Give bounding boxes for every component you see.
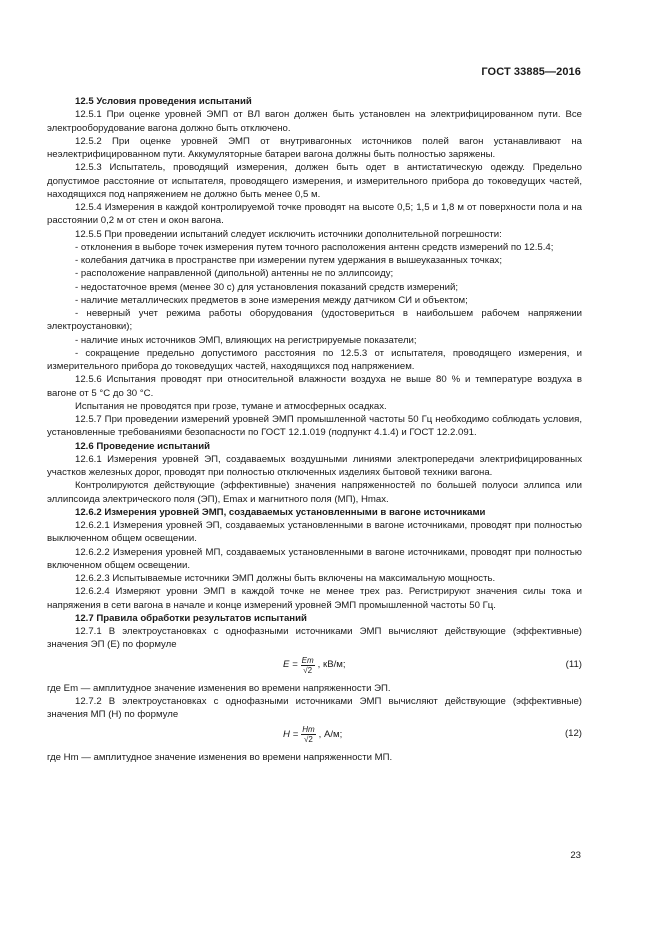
fraction — [301, 656, 315, 675]
fraction-denominator: √2 — [303, 665, 313, 675]
paragraph: 12.5.1 При оценке уровней ЭМП от ВЛ вагон должен быть установлен на электрифицированном пути. Все электрооборудование вагона должно быть отключено. — [47, 109, 582, 134]
paragraph: где Em — амплитудное значение изменения во времени напряженности ЭП. — [47, 682, 391, 694]
list-item: - расположение направленной (дипольной) антенны не по эллипсоиду; — [75, 268, 394, 280]
paragraph: Испытания не проводятся при грозе, тумане и атмосферных осадках. — [75, 400, 387, 412]
list-item: - наличие металлических предметов в зоне измерения между датчиком СИ и объектом; — [75, 294, 468, 306]
formula-lhs: E = — [283, 659, 298, 671]
fraction-numerator: Hm — [302, 725, 315, 735]
fraction-numerator: Em — [301, 655, 314, 665]
formula-11 — [47, 654, 582, 680]
equation-number: (11) — [565, 658, 582, 670]
paragraph: 12.5.7 При проведении измерений уровней ЭМП промышленной частоты 50 Гц необходимо соблюдать условия, установленные требованиями безопасности по ГОСТ 12.1.019 (подпункт 4.1.4) и ГОСТ 12.2.091. — [47, 414, 582, 439]
section-heading: 12.6 Проведение испытаний — [75, 440, 211, 452]
fraction-denominator: √2 — [304, 735, 313, 745]
paragraph: где Hm — амплитудное значение изменения во времени напряженности МП. — [47, 752, 393, 764]
standard-header: ГОСТ 33885—2016 — [481, 66, 581, 78]
list-item: - наличие иных источников ЭМП, влияющих на регистрируемые показатели; — [75, 334, 417, 346]
paragraphs-block-a — [47, 95, 582, 652]
paragraph: 12.7.1 В электроустановках с однофазными источниками ЭМП вычисляют действующие (эффективные) значения ЭП (E) по формуле — [47, 626, 582, 651]
paragraph: 12.5.4 Измерения в каждой контролируемой точке проводят на высоте 0,5; 1,5 и 1,8 м от поверхности пола и на расстоянии 0,2 м от стен и окон вагона. — [47, 202, 582, 227]
formula-unit: , А/м; — [318, 729, 343, 741]
list-item: - неверный учет режима работы оборудования (удостовериться в наибольшем рабочем напряжении электроустановки); — [47, 308, 582, 333]
page-number: 23 — [570, 850, 581, 861]
paragraph: 12.5.5 При проведении испытаний следует исключить источники дополнительной погрешности: — [75, 228, 502, 240]
section-heading: 12.5 Условия проведения испытаний — [75, 96, 252, 107]
fraction — [301, 725, 315, 744]
document-body — [47, 95, 582, 765]
section-heading: 12.6.2 Измерения уровней ЭМП, создаваемых установленными в вагоне источниками — [75, 506, 486, 518]
paragraph: 12.5.6 Испытания проводят при относительной влажности воздуха не выше 80 % и температуре воздуха в вагоне от 5 °С до 30 °С. — [47, 374, 582, 399]
paragraph: 12.5.3 Испытатель, проводящий измерения, должен быть одет в антистатическую одежду. Предельно допустимое расстояние от испытателя, проводящего измерения, и измерительного прибора до токоведущих частей, находящихся под напряжением не должно быть менее 0,5 м. — [47, 162, 582, 200]
formula-lhs: H = — [283, 729, 299, 741]
paragraph: 12.6.2.4 Измеряют уровни ЭМП в каждой точке не менее трех раз. Регистрируют значения силы тока и напряжения в сети вагона в начале и конце измерений уровней ЭМП промышленной частоты 50 Гц. — [47, 586, 582, 611]
list-item: - сокращение предельно допустимого расстояния по 12.5.3 от испытателя, проводящего измерения, и измерительного прибора до токоведущих частей, находящихся под напряжением. — [47, 347, 582, 372]
equation-number: (12) — [564, 728, 582, 740]
paragraphs-block-b — [47, 682, 582, 722]
paragraph: 12.5.2 При оценке уровней ЭМП от внутривагонных источников полей вагон устанавливают на неэлектрифицированном пути. Аккумуляторные батареи вагона должны быть полностью заряжены. — [47, 135, 582, 160]
list-item: - колебания датчика в пространстве при измерении путем удержания в вышеуказанных точках; — [75, 255, 503, 266]
paragraph: Контролируются действующие (эффективные) значения напряженностей по большей полуоси эллипса или эллипсоида электрического поля (ЭП), Emax и магнитного поля (МП), Hmax. — [47, 480, 582, 505]
formula-12 — [47, 723, 582, 749]
paragraphs-block-c — [47, 751, 582, 764]
section-heading: 12.7 Правила обработки результатов испытаний — [75, 612, 307, 624]
paragraph: 12.7.2 В электроустановках с однофазными источниками ЭМП вычисляют действующие (эффективные) значения МП (H) по формуле — [47, 695, 582, 720]
list-item: - недостаточное время (менее 30 с) для установления показаний средств измерений; — [75, 281, 459, 293]
paragraph: 12.6.1 Измерения уровней ЭП, создаваемых воздушными линиями электропередачи электрифицированных участков железных дорог, проводят при полностью отключенных изделиях бытовой техники вагона. — [47, 453, 582, 478]
list-item: - отклонения в выборе точек измерения путем точного расположения антенн средств измерений по 12.5.4; — [75, 241, 554, 253]
formula-unit: , кВ/м; — [317, 659, 346, 671]
paragraph: 12.6.2.1 Измерения уровней ЭП, создаваемых установленными в вагоне источниками, проводят при полностью выключенном общем освещении. — [47, 520, 582, 545]
paragraph: 12.6.2.2 Измерения уровней МП, создаваемых установленными в вагоне источниками, проводят при полностью включенном общем освещении. — [47, 546, 582, 571]
paragraph: 12.6.2.3 Испытываемые источники ЭМП должны быть включены на максимальную мощность. — [75, 573, 496, 584]
